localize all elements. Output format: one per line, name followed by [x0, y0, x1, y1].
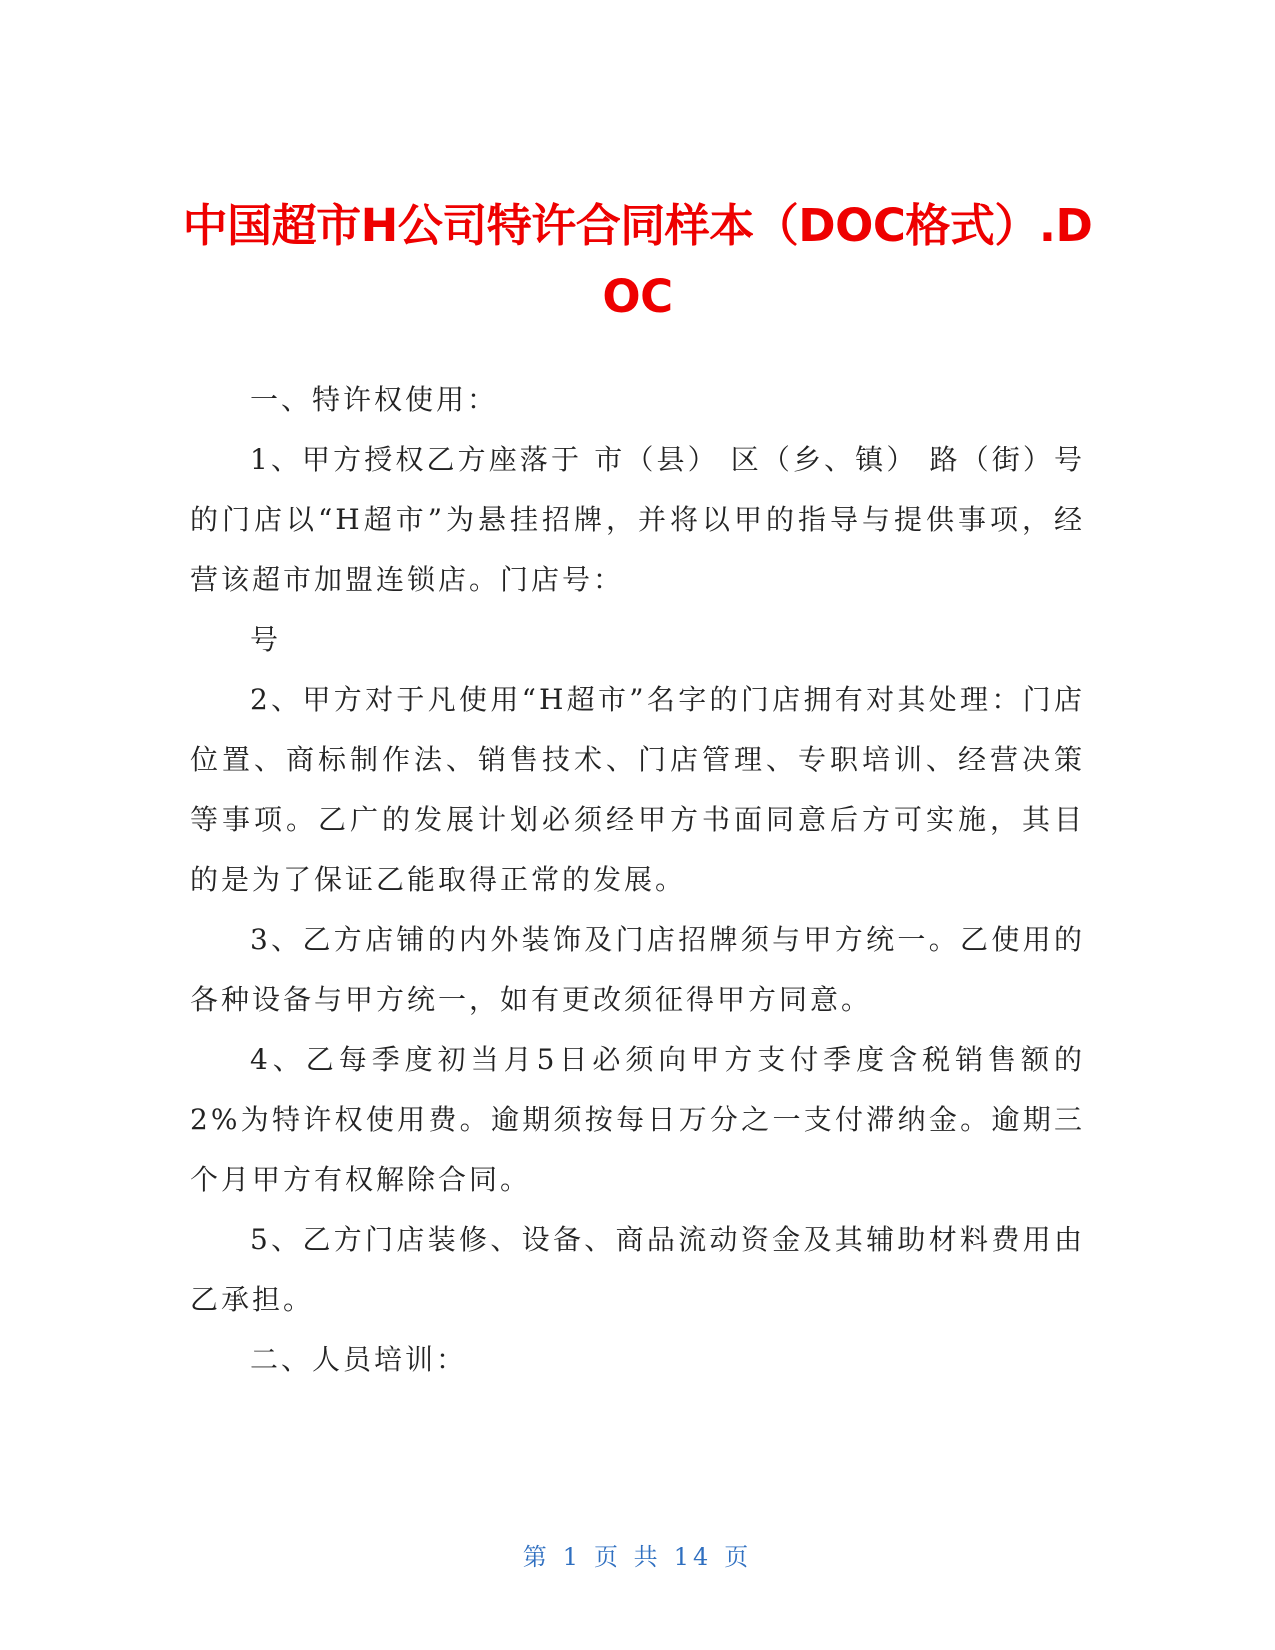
document-body: [190, 370, 1085, 1390]
footer-current-page: 1: [562, 1543, 583, 1571]
document-title: 中国超市H公司特许合同样本（DOC格式）.DOC: [182, 199, 1093, 324]
clause-1: 1、甲方授权乙方座落于 市（县） 区（乡、镇） 路（街）号的门店以“H超市”为悬挂招牌，并将以甲的指导与提供事项，经营该超市加盟连锁店。门店号：: [190, 443, 1085, 596]
clause-5: 5、乙方门店装修、设备、商品流动资金及其辅助材料费用由乙承担。: [190, 1223, 1085, 1316]
footer-prefix: 第: [522, 1543, 551, 1571]
page-footer: [0, 1537, 1275, 1572]
clause-1-continuation: 号: [250, 623, 282, 656]
footer-suffix: 页: [724, 1543, 753, 1571]
section-heading-2: 二、人员培训：: [250, 1343, 468, 1376]
clause-3: 3、乙方店铺的内外装饰及门店招牌须与甲方统一。乙使用的各种设备与甲方统一，如有更改须征得甲方同意。: [190, 923, 1085, 1016]
clause-2: 2、甲方对于凡使用“H超市”名字的门店拥有对其处理：门店位置、商标制作法、销售技术、门店管理、专职培训、经营决策等事项。乙广的发展计划必须经甲方书面同意后方可实施，其目的是为了保证乙能取得正常的发展。: [190, 683, 1085, 896]
section-heading-1: 一、特许权使用：: [250, 383, 499, 416]
footer-total-pages: 14: [673, 1543, 713, 1571]
footer-middle: 页 共: [594, 1543, 662, 1571]
clause-4: 4、乙每季度初当月5日必须向甲方支付季度含税销售额的2%为特许权使用费。逾期须按每日万分之一支付滞纳金。逾期三个月甲方有权解除合同。: [190, 1043, 1085, 1196]
